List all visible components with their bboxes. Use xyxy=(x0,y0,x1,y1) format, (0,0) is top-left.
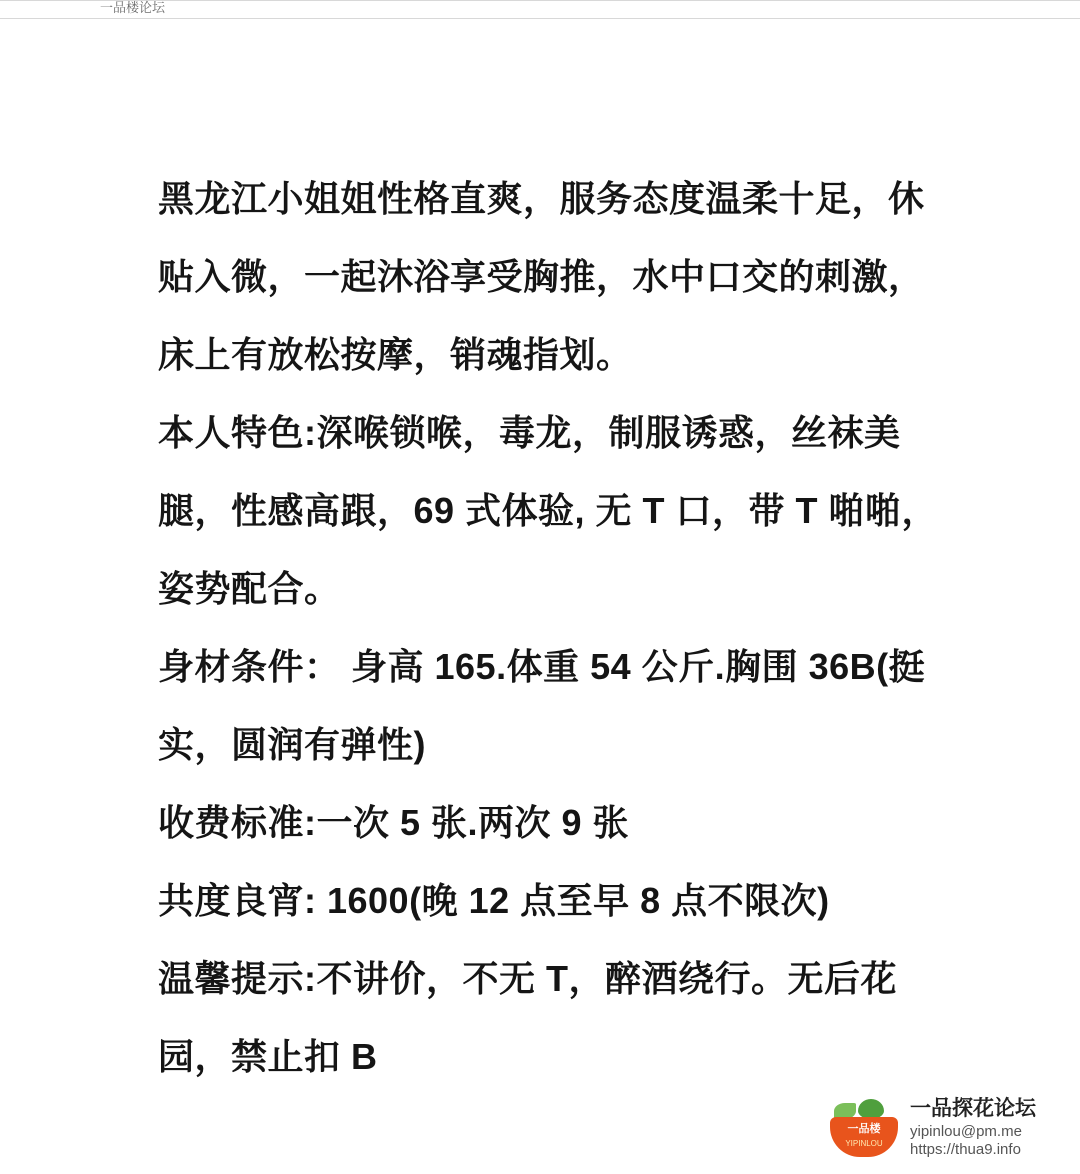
watermark xyxy=(828,1096,1036,1160)
watermark-url[interactable]: https://thua9.info xyxy=(910,1141,1021,1159)
document-body xyxy=(158,160,958,1096)
logo-bowl-sublabel: YIPINLOU xyxy=(845,1139,883,1149)
watermark-title: 一品探花论坛 xyxy=(910,1097,1036,1121)
paragraph: 收费标准:一次 5 张.两次 9 张 xyxy=(158,802,630,843)
forum-logo-icon xyxy=(828,1097,900,1159)
paragraph: 身材条件： 身高 165.体重 54 公斤.胸围 36B(挺实，圆润有弹性) xyxy=(158,646,926,765)
paragraph: 温馨提示:不讲价，不无 T，醉酒绕行。无后花园，禁止扣 B xyxy=(158,958,897,1077)
header-divider-bottom xyxy=(0,18,1080,19)
watermark-email: yipinlou@pm.me xyxy=(910,1122,1022,1140)
paragraph: 黑龙江小姐姐性格直爽，服务态度温柔十足，休贴入微，一起沐浴享受胸推，水中口交的刺激，床上有放松按摩，销魂指划。 xyxy=(158,178,925,375)
paragraph: 本人特色:深喉锁喉，毒龙，制服诱惑，丝袜美腿，性感高跟，69 式体验, 无 T 口，带 T 啪啪，姿势配合。 xyxy=(158,412,939,609)
logo-bowl-label: 一品楼 xyxy=(847,1123,881,1136)
paragraph: 共度良宵: 1600(晚 12 点至早 8 点不限次) xyxy=(158,880,830,921)
logo-leaf-shape xyxy=(858,1099,884,1119)
header-text-fragment: 一品楼论坛 xyxy=(100,0,166,15)
watermark-text-block xyxy=(910,1096,1036,1160)
